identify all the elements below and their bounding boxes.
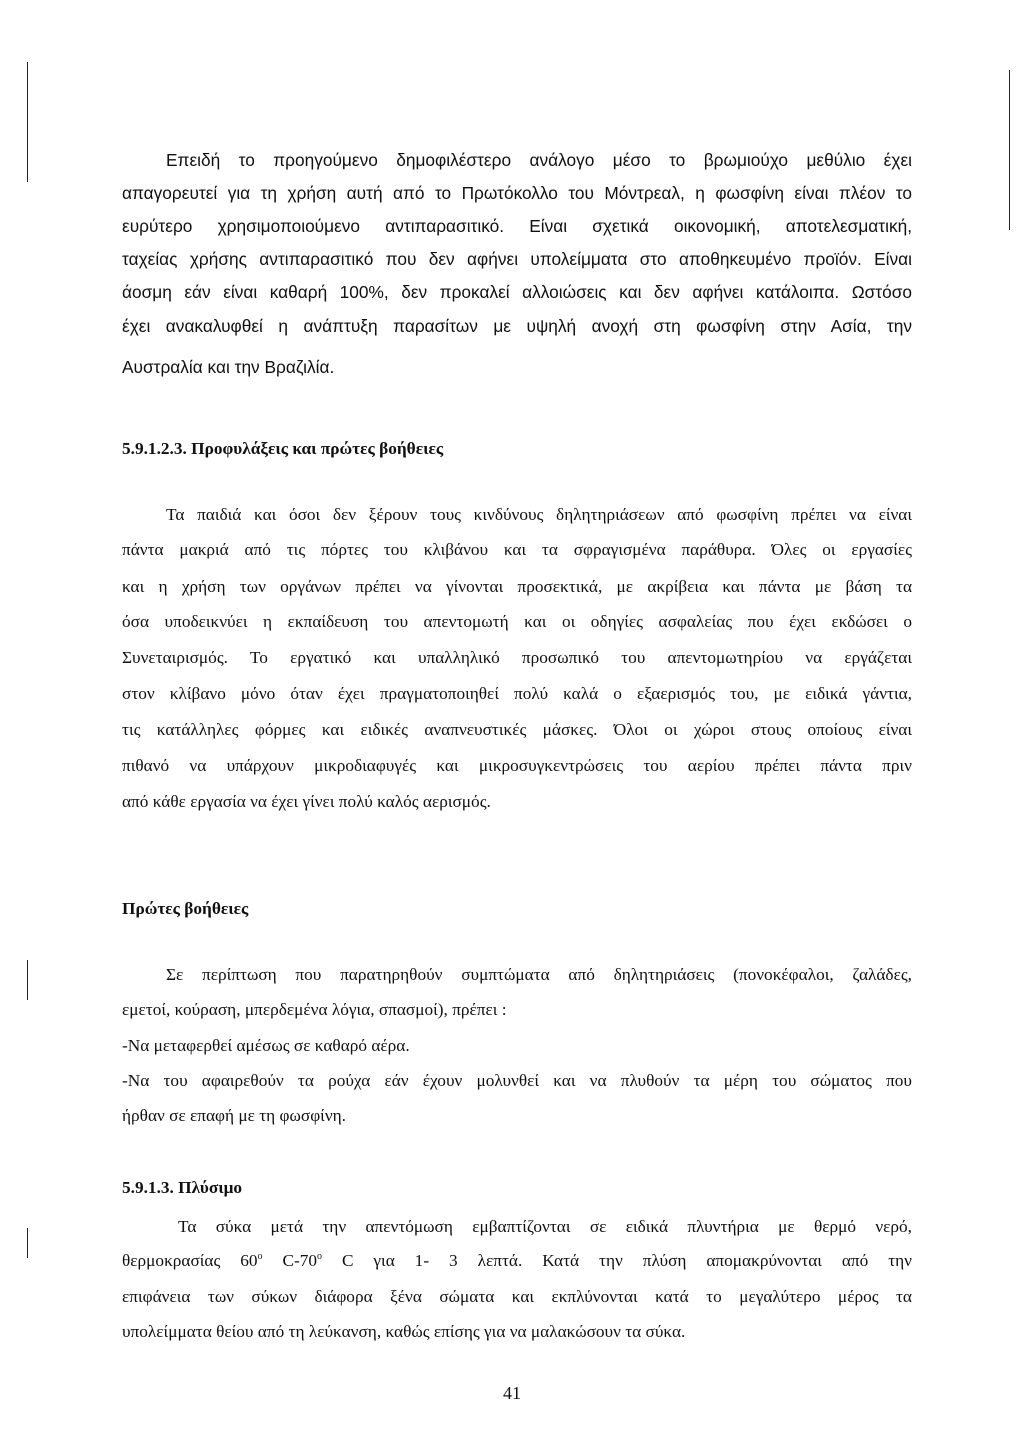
first-aid-line-1: Σε περίπτωση που παρατηρηθούν συμπτώματα από δηλητηριάσεις (πονοκέφαλοι, ζαλάδες,: [166, 965, 912, 984]
page-number: 41: [503, 1383, 521, 1403]
precautions-line-5: Συνεταιρισμός. Το εργατικό και υπαλληλικό προσωπικό του απεντομωτηρίου να εργάζεται: [122, 648, 912, 667]
section-heading-washing: 5.9.1.3. Πλύσιμο: [122, 1178, 243, 1197]
washing-line-4: υπολείμματα θείου από τη λεύκανση, καθώς επίσης για να μαλακώσουν τα σύκα.: [122, 1322, 686, 1341]
precautions-line-9: από κάθε εργασία να έχει γίνει πολύ καλός αερισμός.: [122, 792, 491, 811]
section-heading-precautions: 5.9.1.2.3. Προφυλάξεις και πρώτες βοήθειες: [122, 439, 444, 458]
scan-edge-line: [1009, 70, 1010, 230]
first-aid-line-5: ήρθαν σε επαφή με τη φωσφίνη.: [122, 1106, 346, 1125]
precautions-line-3: και η χρήση των οργάνων πρέπει να γίνονται προσεκτικά, με ακρίβεια και πάντα με βάση τα: [122, 577, 912, 596]
first-aid-line-2: εμετοί, κούραση, μπερδεμένα λόγια, σπασμοί), πρέπει :: [122, 1000, 507, 1019]
section-heading-first-aid: Πρώτες βοήθειες: [122, 899, 249, 918]
scan-edge-line: [27, 62, 28, 182]
paragraph-1-line-4: ταχείας χρήσης αντιπαρασιτικό που δεν αφήνει υπολείμματα στο αποθηκευμένο προϊόν. Είναι: [122, 249, 912, 269]
washing-line-2-part-c: C για 1- 3 λεπτά. Κατά την πλύση απομακρύνονται από την: [322, 1251, 912, 1270]
washing-line-2-part-b: C-70: [262, 1251, 318, 1270]
precautions-line-2: πάντα μακριά από τις πόρτες του κλιβάνου και τα σφραγισμένα παράθυρα. Όλες οι εργασίες: [122, 540, 912, 559]
paragraph-1-line-6: έχει ανακαλυφθεί η ανάπτυξη παρασίτων με υψηλή ανοχή στη φωσφίνη στην Ασία, την: [122, 316, 912, 336]
washing-line-3: επιφάνεια των σύκων διάφορα ξένα σώματα και εκπλύνονται κατά το μεγαλύτερο μέρος τα: [122, 1287, 912, 1306]
scan-edge-line: [27, 1228, 28, 1258]
precautions-line-6: στον κλίβανο μόνο όταν έχει πραγματοποιηθεί πολύ καλά ο εξαερισμός του, με ειδικά γάντια,: [122, 684, 912, 703]
precautions-line-4: όσα υποδεικνύει η εκπαίδευση του απεντομωτή και οι οδηγίες ασφαλείας που έχει εκδώσει ο: [122, 612, 912, 631]
washing-line-2-part-a: θερμοκρασίας 60: [122, 1251, 258, 1270]
paragraph-1-line-3: ευρύτερο χρησιμοποιούμενο αντιπαρασιτικό. Είναι σχετικά οικονομική, αποτελεσματική,: [122, 216, 912, 236]
paragraph-1-line-1: Επειδή το προηγούμενο δημοφιλέστερο ανάλογο μέσο το βρωμιούχο μεθύλιο έχει: [166, 150, 912, 170]
first-aid-line-4: -Να του αφαιρεθούν τα ρούχα εάν έχουν μολυνθεί και να πλυθούν τα μέρη του σώματος που: [122, 1071, 912, 1090]
precautions-line-7: τις κατάλληλες φόρμες και ειδικές αναπνευστικές μάσκες. Όλοι οι χώροι στους οποίους είναι: [122, 720, 912, 739]
precautions-line-1: Τα παιδιά και όσοι δεν ξέρουν τους κινδύνους δηλητηριάσεων από φωσφίνη πρέπει να είναι: [166, 505, 912, 524]
degree-symbol: o: [257, 1251, 263, 1262]
degree-symbol: o: [317, 1251, 323, 1262]
washing-line-1: Τα σύκα μετά την απεντόμωση εμβαπτίζονται σε ειδικά πλυντήρια με θερμό νερό,: [178, 1217, 912, 1236]
paragraph-1-line-2: απαγορευτεί για τη χρήση αυτή από το Πρωτόκολλο του Μόντρεαλ, η φωσφίνη είναι πλέον το: [122, 183, 912, 203]
first-aid-line-3: -Να μεταφερθεί αμέσως σε καθαρό αέρα.: [122, 1036, 410, 1055]
scan-edge-line: [27, 960, 28, 1000]
paragraph-1-line-7: Αυστραλία και την Βραζιλία.: [122, 357, 335, 377]
precautions-line-8: πιθανό να υπάρχουν μικροδιαφυγές και μικροσυγκεντρώσεις του αερίου πρέπει πάντα πριν: [122, 756, 912, 775]
paragraph-1-line-5: άοσμη εάν είναι καθαρή 100%, δεν προκαλεί αλλοιώσεις και δεν αφήνει κατάλοιπα. Ωστόσο: [122, 282, 912, 302]
washing-line-2: [122, 1251, 912, 1271]
